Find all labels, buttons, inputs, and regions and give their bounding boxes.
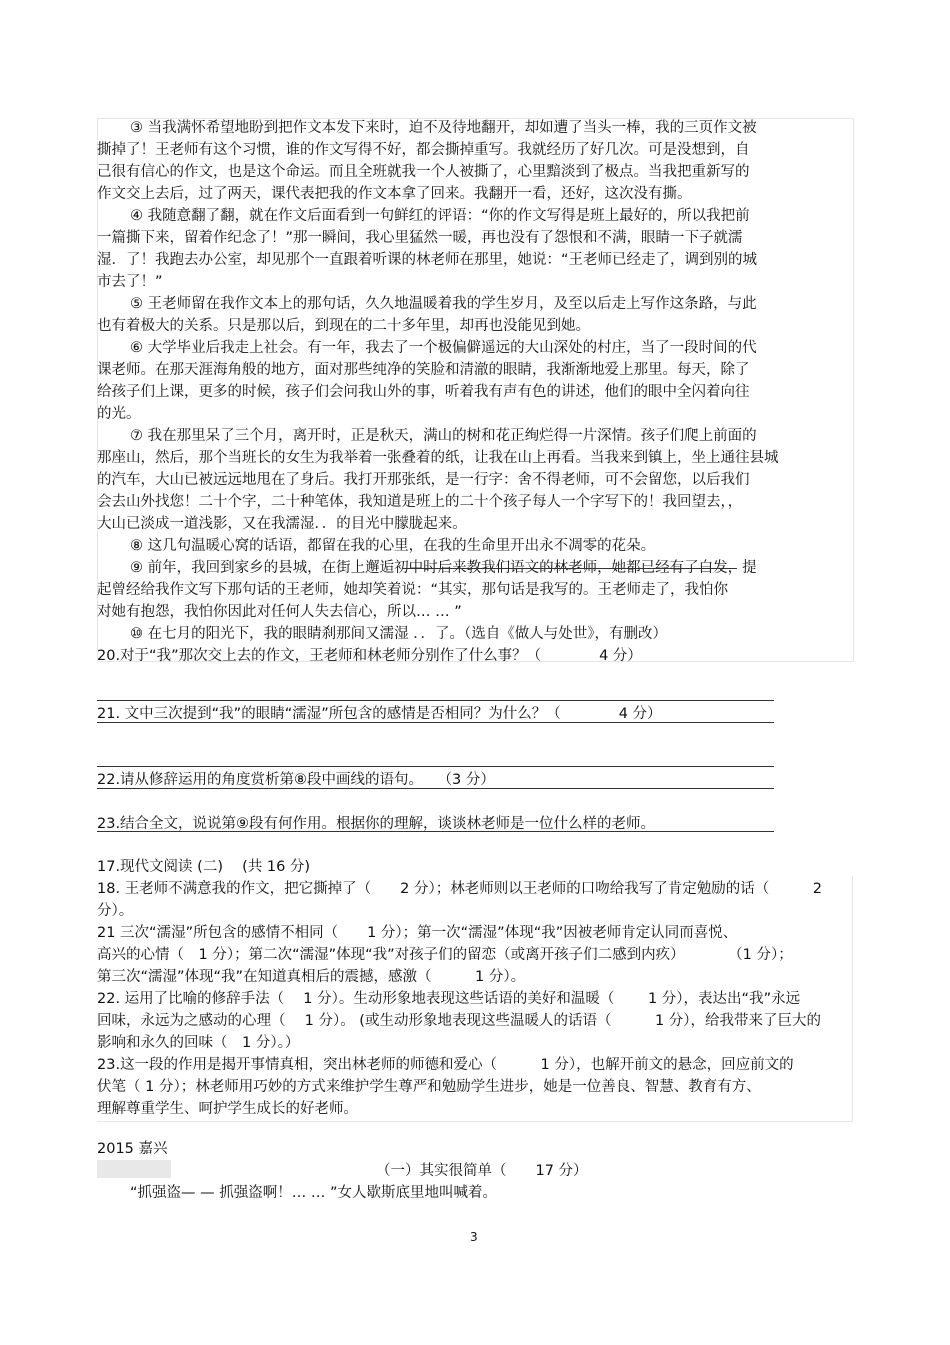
page-number: 3 — [470, 1230, 478, 1244]
answer-rule — [97, 722, 774, 723]
passage-line: 课老师。在那天涯海角般的地方，面对那些纯净的笑脸和清澈的眼睛，我渐渐地爱上那里。每天，除了 — [97, 362, 750, 378]
section-label: 2015 嘉兴 — [97, 1141, 168, 1157]
answer-line: 22. 运用了比喻的修辞手法（ 1 分）。生动形象地表现这些话语的美好和温暖（ 1 分），表达出“我”永远 — [97, 991, 801, 1007]
answer-line: 第三次“濡湿”体现“我”在知道真相后的震撼，感激（ 1 分）。 — [97, 969, 526, 985]
passage-line: ⑥ 大学毕业后我走上社会。有一年，我去了一个极偏僻遥远的大山深处的村庄，当了一段时间的代 — [130, 340, 757, 356]
passage-line: 也有着极大的关系。只是那以后，到现在的二十多年里，却再也没能见到她。 — [97, 318, 590, 334]
answer-line: 18. 王老师不满意我的作文，把它撕掉了（ 2 分）；林老师则以王老师的口吻给我写了肯定勉励的话（ 2 — [97, 881, 822, 897]
passage-line: 市去了！” — [97, 274, 163, 290]
passage-line: ⑧ 这几句温暖心窝的话语，都留在我的心里，在我的生命里开出永不凋零的花朵。 — [130, 538, 656, 554]
section-title: （一）其实很简单（ 17 分） — [376, 1163, 588, 1179]
answer-rule — [97, 831, 774, 832]
passage-line: 作文交上去后，过了两天，课代表把我的作文本拿了回来。我翻开一看，还好，这次没有撕。 — [97, 186, 692, 202]
answer-line: 分）。 — [97, 903, 134, 919]
question-23: 23.结合全文，说说第⑨段有何作用。根据你的理解，谈谈林老师是一位什么样的老师。 — [97, 816, 656, 832]
gray-placeholder — [97, 1160, 171, 1178]
answer-rule — [97, 700, 774, 701]
question-21: 21. 文中三次提到“我”的眼睛“濡湿”所包含的感情是否相同？为什么？（ 4 分） — [97, 706, 662, 722]
passage-line: 湿．了！我跑去办公室，却见那个一直跟着听课的林老师在那里，她说：“王老师已经走了，调到别的城 — [97, 252, 758, 268]
passage-line: 一篇撕下来，留着作纪念了！”那一瞬间，我心里猛然一暖，再也没有了怨恨和不满，眼睛一下子就濡 — [97, 230, 743, 246]
passage-line: 会去山外找您！二十个字，二十种笔体，我知道是班上的二十个孩子每人一个字写下的！我回望去，， — [97, 494, 743, 510]
answer-line: 伏笔（ 1 分）；林老师用巧妙的方式来维护学生尊严和勉励学生进步，她是一位善良、智慧、教育有方、 — [97, 1079, 761, 1095]
passage-line: ③ 当我满怀希望地盼到把作文本发下来时，迫不及待地翻开，却如遭了当头一棒，我的三页作文被 — [130, 120, 757, 136]
section-first-line: “抓强盗— — 抓强盗啊！… … ”女人歇斯底里地叫喊着。 — [130, 1185, 497, 1201]
answer-rule — [97, 788, 774, 789]
passage-line: 的汽车，大山已被远远地甩在了身后。我打开那张纸，是一行字：舍不得老师，可不会留您，以后我们 — [97, 472, 750, 488]
question-22: 22.请从修辞运用的角度赏析第⑧段中画线的语句。 （3 分） — [97, 772, 495, 788]
answer-heading: 17.现代文阅读 (二) (共 16 分) — [97, 859, 311, 875]
passage-line: 己很有信心的作文，也是这个命运。而且全班就我一个人被撕了，心里黯淡到了极点。当我把重新写的 — [97, 164, 750, 180]
answer-line: 影响和永久的回味（ 1 分）。） — [97, 1035, 300, 1051]
strike-mark — [402, 568, 737, 569]
passage-line: 对她有抱怨，我怕你因此对任何人失去信心，所以… … ” — [97, 604, 462, 620]
passage-line: ④ 我随意翻了翻，就在作文后面看到一句鲜红的评语：“你的作文写得是班上最好的，所以我把前 — [130, 208, 750, 224]
passage-line: ⑦ 我在那里呆了三个月，离开时，正是秋天，满山的树和花正绚烂得一片深情。孩子们爬上前面的 — [130, 428, 757, 444]
answer-line: 23.这一段的作用是揭开事情真相，突出林老师的师德和爱心（ 1 分），也解开前文的悬念，回应前文的 — [97, 1057, 794, 1073]
passage-line: 那座山，然后，那个当班长的女生为我举着一张叠着的纸，让我在山上再看。当我来到镇上，坐上通往县城 — [97, 450, 779, 466]
passage-line: 起曾经给我作文写下那句话的王老师，她却笑着说：“其实，那句话是我写的。王老师走了，我怕你 — [97, 582, 729, 598]
passage-line-struck: ⑨ 前年，我回到家乡的县城，在街上邂逅初中时后来教我们语文的林老师，她都已经有了白发，提 — [130, 560, 757, 576]
passage-line: ⑤ 王老师留在我作文本上的那句话，久久地温暖着我的学生岁月，及至以后走上写作这条路，与此 — [130, 296, 757, 312]
passage-line: ⑩ 在七月的阳光下，我的眼睛刹那间又濡湿 ．．了。（选自《做人与处世》，有删改） — [130, 626, 667, 642]
passage-line: 的光。 — [97, 406, 141, 422]
answer-line: 理解尊重学生、呵护学生成长的好老师。 — [97, 1101, 358, 1117]
answer-line: 回味，永远为之感动的心理（ 1 分）。 (或生动形象地表现这些温暖人的话语（ 1 分），给我带来了巨大的 — [97, 1013, 822, 1029]
passage-line: 给孩子们上课，更多的时候，孩子们会问我山外的事，听着我有声有色的讲述，他们的眼中全闪着向往 — [97, 384, 750, 400]
answer-line: 高兴的心情（ 1 分）；第二次“濡湿”体现“我”对孩子们的留恋（或离开孩子们二感到内疚） （1 分）； — [97, 947, 793, 963]
answer-rule — [97, 766, 774, 767]
passage-line: 大山已淡成一道浅影，又在我濡湿．．的目光中朦胧起来。 — [97, 516, 467, 532]
passage-line: 撕掉了！王老师有这个习惯，谁的作文写得不好，都会撕掉重写。我就经历了好几次。可是没想到，自 — [97, 142, 750, 158]
answer-line: 21 三次“濡湿”所包含的感情不相同（ 1 分）；第一次“濡湿”体现“我”因被老师肯定认同而喜悦、 — [97, 925, 738, 941]
question-20: 20.对于“我”那次交上去的作文，王老师和林老师分别作了什么事？（ 4 分） — [97, 648, 642, 664]
